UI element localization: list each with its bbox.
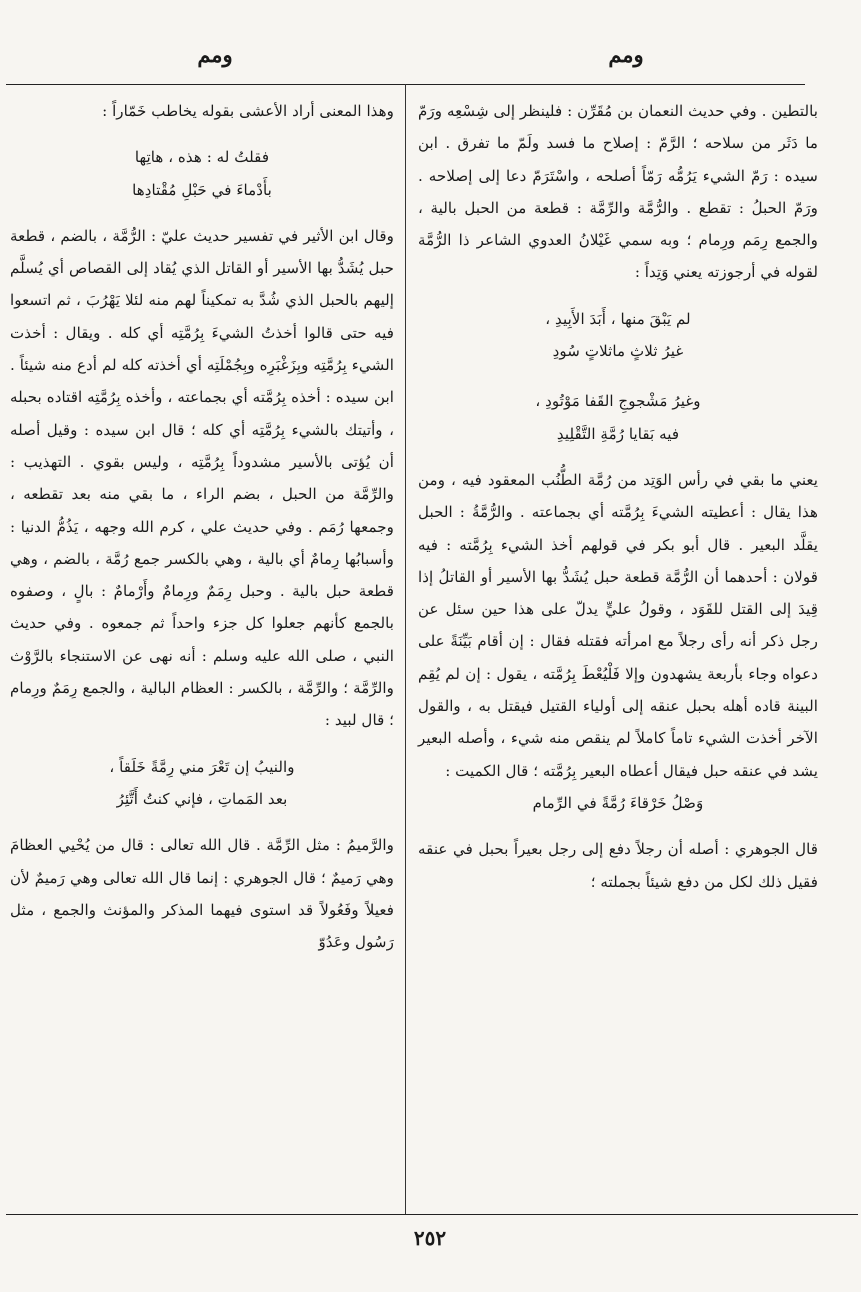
left-column xyxy=(10,95,394,958)
right-paragraph-3: قال الجوهري : أصله أن رجلاً دفع إلى رجل بعيراً بحبل في عنقه فقيل ذلك لكل من دفع شيئاً بجملته ؛ xyxy=(418,840,818,891)
header-word-left: ومم xyxy=(197,42,233,67)
left-paragraph-1: وهذا المعنى أراد الأعشى بقوله يخاطب خَمّاراً : xyxy=(102,102,394,120)
bottom-rule xyxy=(6,1214,858,1215)
right-verse-1d: فيه بَقايا رُمَّةِ التَّقْلِيدِ xyxy=(556,424,680,443)
page-number: ٢٥٢ xyxy=(413,1226,447,1250)
page-header xyxy=(0,42,861,78)
left-paragraph-3: والرَّميمُ : مثل الرِّمَّة . قال الله تعالى : قال من يُحْيي العظامَ وهي رَميمٌ ؛ قال الجوهري : إنما قال الله تعالى وهي رَميمٌ لأن فعيلاً وفَعُولاً قد استوى فيهما المذكر والمؤنث والجمع ، مثل رَسُول وعَدُوّ xyxy=(10,836,394,952)
right-verse-2: وَصْلُ خَرْقاءَ رُمَّةً في الرِّمام xyxy=(532,793,704,812)
right-verse-1b: غيرُ ثلاثٍ ماثلاتٍ سُودِ xyxy=(552,342,684,361)
column-divider xyxy=(405,84,406,1214)
right-paragraph-2: يعني ما بقي في رأس الوَتِد من رُمَّة الطُّنُب المعقود فيه ، ومن هذا يقال : أعطيته الشيءَ بِرُمَّته أي بجماعته . والرُّمَّةُ : الحبل يقلَّد البعير . قال أبو بكر في قولهم أخذ الشيء بِرُمَّته : فيه قولان : أحدهما أن الرُّمَّة قطعة حبل يُشَدُّ بها الأسير أو القاتلُ إذا قِيدَ إلى القتل للقَوَد ، وقولُ عليٍّ يدلّ على هذا حين سئل عن رجل ذكر أنه رأى رجلاً مع امرأته فقتله فقال : إن أقام بَيِّنَةً على دعواه وجاء بأربعة يشهدون وإلا فَلْيُعْطَ بِرُمَّته ، يقول : إن لم يُقِم البينة قاده أهله بحبل عنقه إلى أولياء القتيل فيقتل به ، والقول الآخر أخذت الشيء تاماً كاملاً لم ينقص منه شيء ، وأصله البعير يشد في عنقه حبل فيقال أعطاه البعير بِرُمَّته ؛ قال الكميت : xyxy=(418,470,819,780)
left-verse-1b: بأَدْماءَ في حَبْلِ مُقْتادِها xyxy=(132,180,272,199)
left-verse-1a: فقلتُ له : هذه ، هاتِها xyxy=(134,148,270,167)
right-column xyxy=(418,95,818,898)
right-verse-1c: وغيرُ مَشْجوجِ القَفا مَوْتُودِ ، xyxy=(535,392,701,411)
left-verse-2a: والنيبُ إن تَعْرَ مني رِمَّةً خَلَقاً ، xyxy=(109,757,295,776)
right-verse-1a: لم يَبْقَ منها ، أَبَدَ الأَبِيدِ ، xyxy=(545,309,691,328)
right-paragraph-1: بالتطين . وفي حديث النعمان بن مُقَرِّن : فلينظر إلى شِسْعِه ورَمّ ما دَثَر من سلاحه ؛ الرَّمّ : إصلاح ما فسد ولَمّ ما تفرق . ابن سيده : رَمّ الشيء يَرُمُّه رَمّاً أصلحه ، واسْتَرَمّ دعا إلى إصلاحه . ورَمّ الحبلُ : تقطع . والرُّمَّة والرِّمَّة : قطعة من الحبل بالية ، والجمع رِمَم ورِمام ؛ وبه سمي غَيْلانُ العدوي الشاعر ذا الرُّمَّة لقوله في أرجوزته يعني وَتِداً : xyxy=(418,102,818,282)
header-word-right: ومم xyxy=(608,42,644,67)
left-verse-2b: بعد المَماتِ ، فإني كنتُ أَتَّئِرُ xyxy=(116,789,288,808)
left-paragraph-2: وقال ابن الأثير في تفسير حديث عليّ : الرُّمَّة ، بالضم ، قطعة حبل يُشَدُّ بها الأسير أو القاتل الذي يُقاد إلى القصاص أي يُسلَّم إليهم بالحبل الذي شُدَّ به تمكيناً لهم منه لئلا يَهْرُبَ ، ثم اتسعوا فيه حتى قالوا أخذتُ الشيءَ بِرُمَّتِه أي كله . ويقال : أخذت الشيء بِرُمَّتِه وبِزَغْبَرِه وبِجُمْلَتِه أي أخذته كله لم أدع منه شيئاً . ابن سيده : أخذه بِرُمَّته أي بجماعته ، وأخذه بِرُمَّتِه اقتاده بحبله ، وأتيتك بالشيء بِرُمَّتِه أي كله ؛ قال ابن سيده : وقيل أصله أن يُؤتى بالأسير مشدوداً بِرُمَّتِه ، وليس بقوي . التهذيب : والرِّمَّة من الحبل ، بضم الراء ، ما بقي منه بعد تقطعه ، وجمعها رُمَم . وفي حديث علي ، كرم الله وجهه ، يَذُمُّ الدنيا : وأسبابُها رِمامٌ أي بالية ، وهي بالكسر جمع رُمَّة ، بالضم ، وهي قطعة حبل بالية . وحبل رِمَمٌ ورِمامٌ وأَرْمامٌ : بالٍ ، وصفوه بالجمع كأنهم جعلوا كل جزء واحداً ثم جمعوه . وفي حديث النبي ، صلى الله عليه وسلم : أنه نهى عن الاستنجاء بالرَّوْث والرِّمَّة ؛ والرِّمَّة ، بالكسر : العظام البالية ، والجمع رِمَمٌ ورِمام ؛ قال لبيد : xyxy=(10,226,394,730)
